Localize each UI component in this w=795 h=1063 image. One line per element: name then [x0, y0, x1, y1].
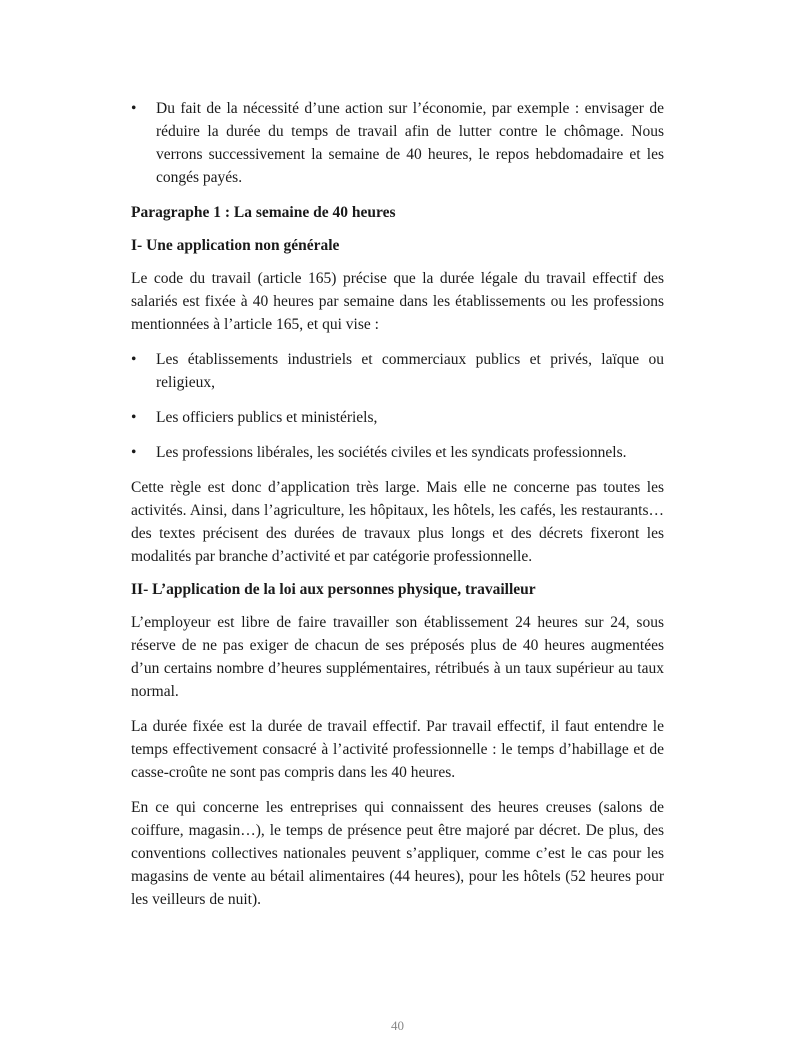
page-number: 40 — [391, 1018, 404, 1033]
section-2-paragraph: En ce qui concerne les entreprises qui connaissent des heures creuses (salons de coiffure, magasin…), le temps de présence peut être majoré par décret. De plus, des conventions collectives nationales peuvent s’appliquer, comme c’est le cas pour les magasins de vente au bétail alimentaires (44 heures), pour les hôtels (52 heures pour les veilleurs de nuit). — [131, 799, 664, 908]
list-item — [131, 348, 664, 394]
list-item-text: Les établissements industriels et commerciaux publics et privés, laïque ou religieux, — [156, 351, 664, 391]
list-item-text: Les professions libérales, les sociétés civiles et les syndicats professionnels. — [156, 444, 627, 461]
bullet-marker: • — [131, 100, 137, 117]
intro-bullet-text: Du fait de la nécessité d’une action sur l’économie, par exemple : envisager de réduire la durée du temps de travail afin de lutter contre le chômage. Nous verrons successivement la semaine de 40 heures, le repos hebdomadaire et les congés payés. — [156, 100, 664, 186]
section-1-intro: Le code du travail (article 165) précise que la durée légale du travail effectif des salariés est fixée à 40 heures par semaine dans les établissements ou les professions mentionnées à l’article 165, et qui vise : — [131, 270, 664, 333]
page-content — [131, 97, 664, 911]
list-item — [131, 406, 664, 429]
intro-bullet — [131, 97, 664, 189]
list-item — [131, 441, 664, 464]
bullet-marker: • — [131, 444, 137, 461]
list-item-text: Les officiers publics et ministériels, — [156, 409, 378, 426]
section-2-paragraph: L’employeur est libre de faire travailler son établissement 24 heures sur 24, sous réserve de ne pas exiger de chacun de ses préposés plus de 40 heures augmentées d’un certains nombre d’heures supplémentaires, rétribués à un taux supérieur au taux normal. — [131, 614, 664, 700]
section-1-title: I- Une application non générale — [131, 237, 340, 254]
section-2-paragraph: La durée fixée est la durée de travail effectif. Par travail effectif, il faut entendre le temps effectivement consacré à l’activité professionnelle : le temps d’habillage et de casse-croûte ne sont pas compris dans les 40 heures. — [131, 718, 664, 781]
paragraph-1-title: Paragraphe 1 : La semaine de 40 heures — [131, 204, 396, 221]
section-2-title: II- L’application de la loi aux personnes physique, travailleur — [131, 581, 536, 598]
section-1-conclusion: Cette règle est donc d’application très large. Mais elle ne concerne pas toutes les activités. Ainsi, dans l’agriculture, les hôpitaux, les hôtels, les cafés, les restaurants… des textes précisent des durées de travaux plus longs et des décrets fixeront les modalités par branche d’activité et par catégorie professionnelle. — [131, 479, 664, 565]
bullet-marker: • — [131, 409, 137, 426]
bullet-marker: • — [131, 351, 137, 368]
